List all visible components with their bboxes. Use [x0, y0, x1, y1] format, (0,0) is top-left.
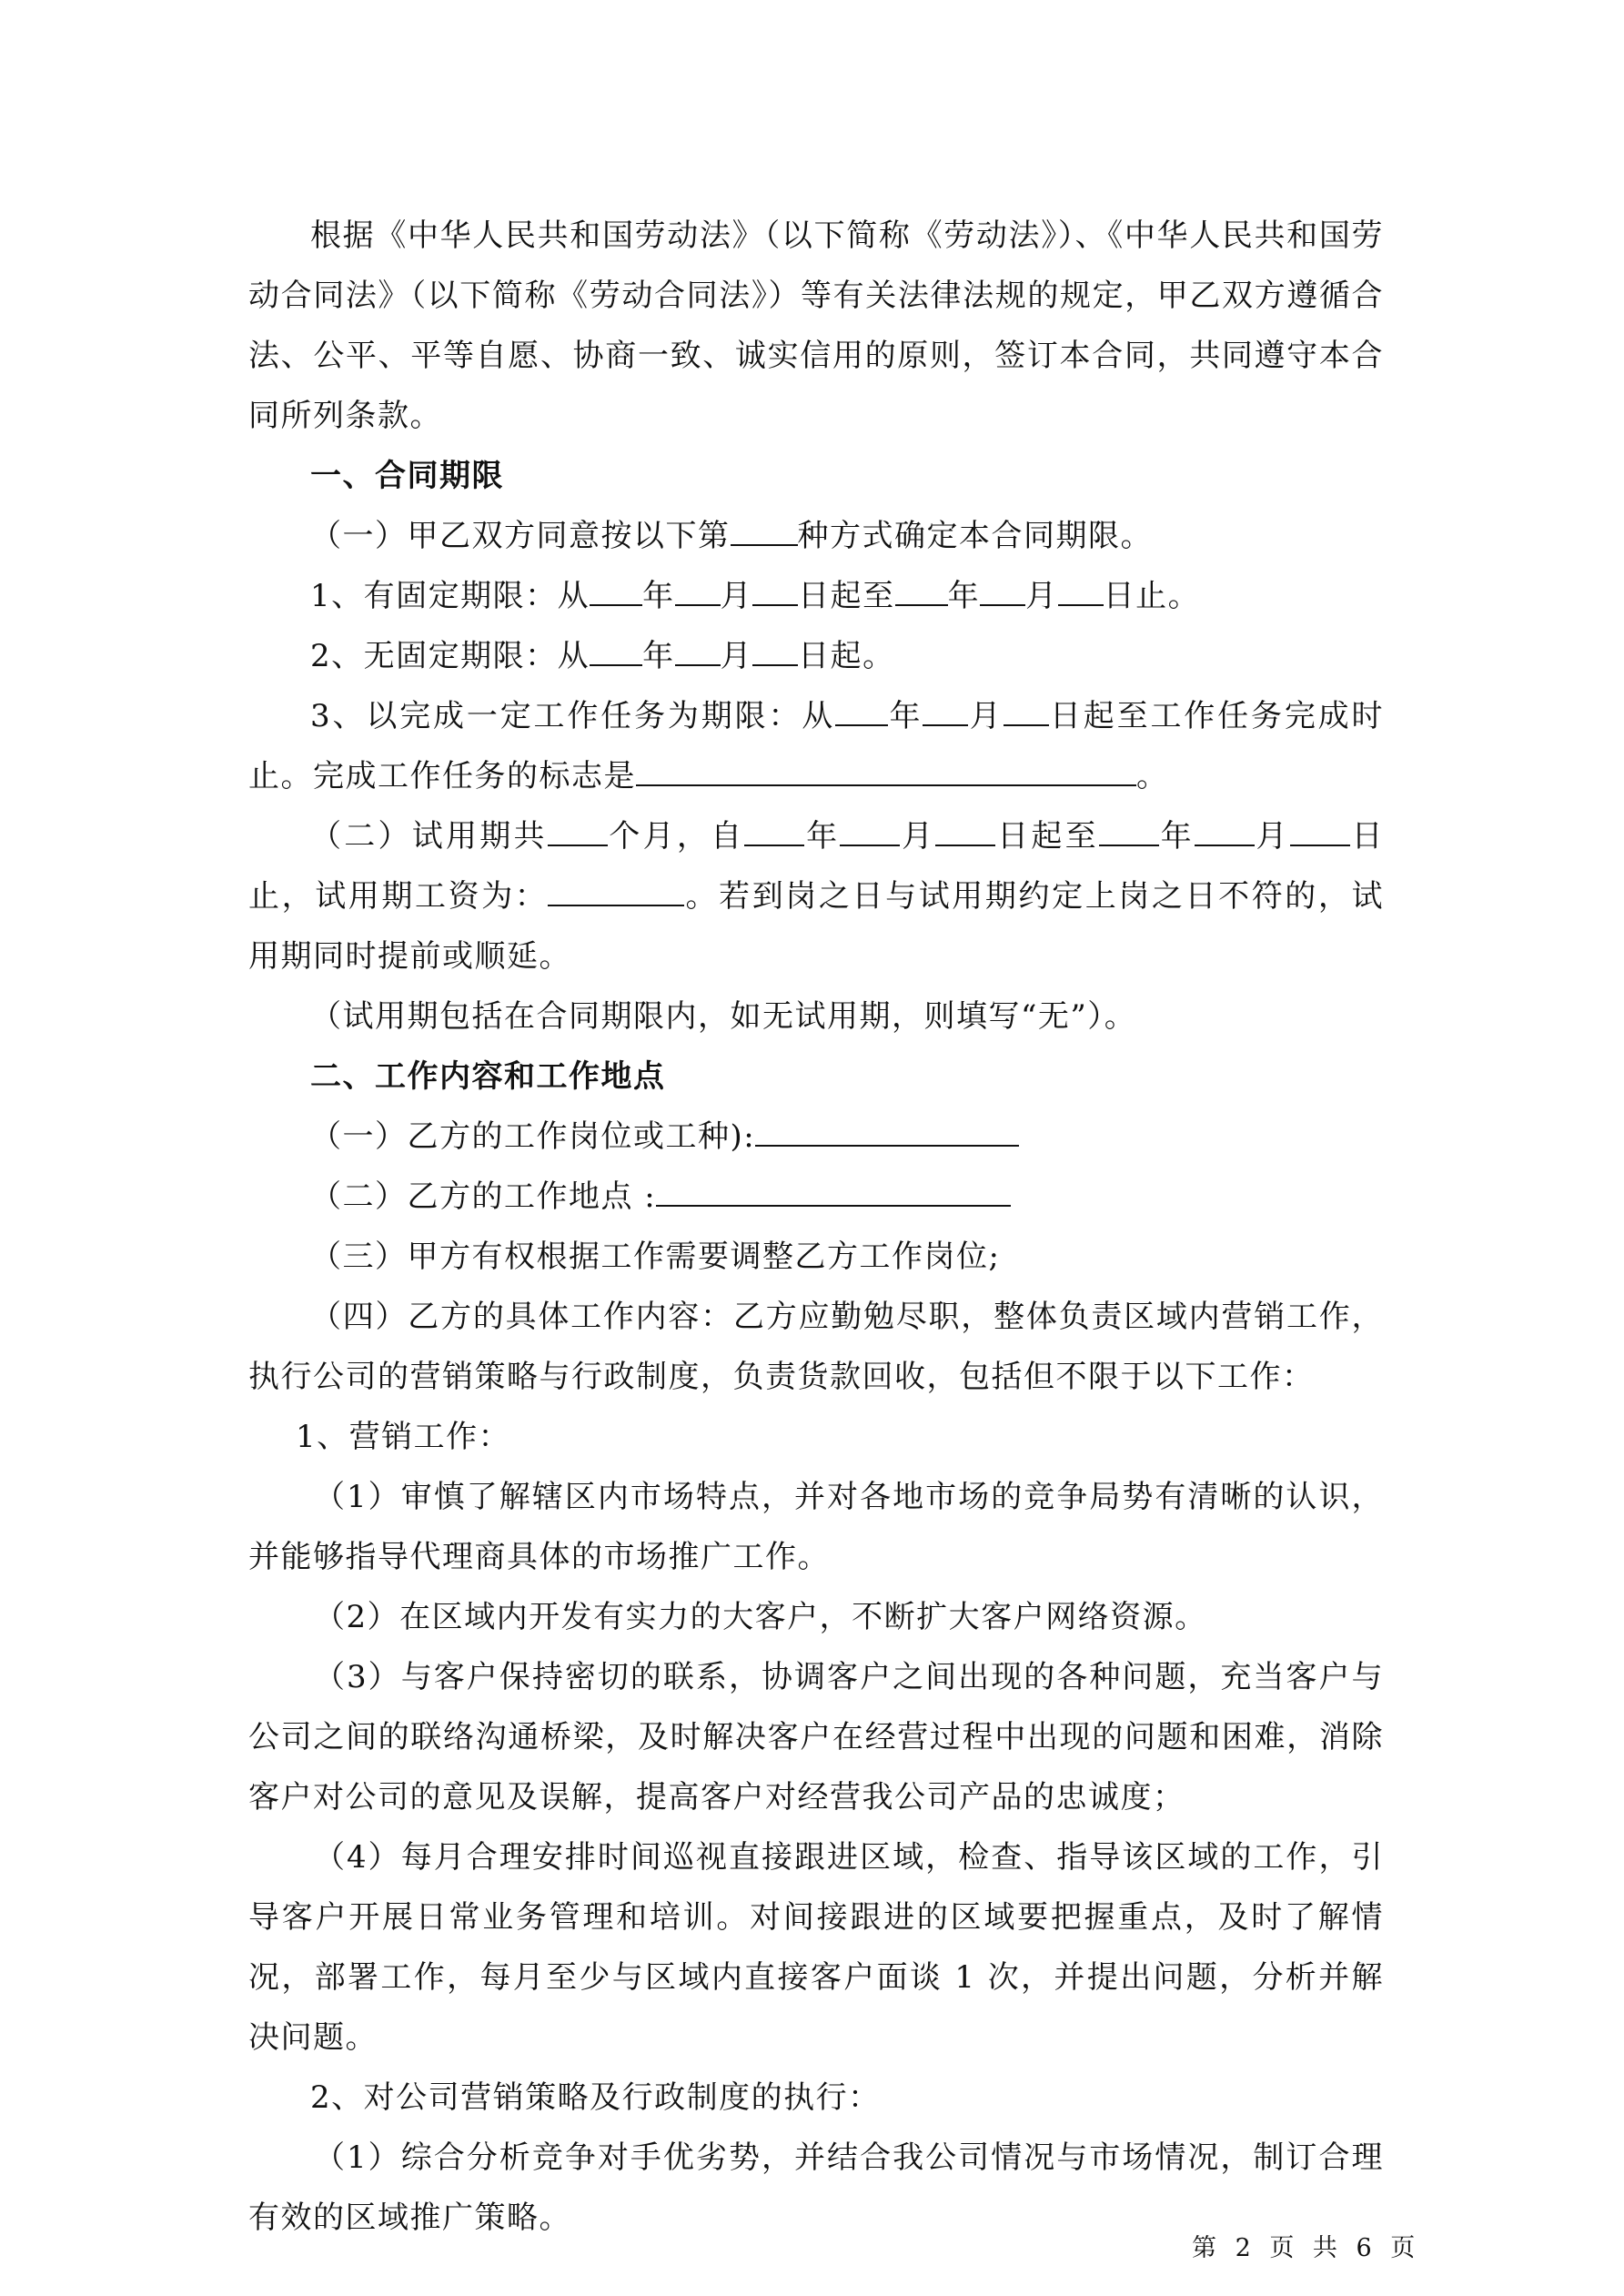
blank-field: [895, 577, 948, 606]
blank-field: [675, 577, 721, 606]
blank-field: [923, 697, 968, 726]
policy-item-1-paragraph: （1）综合分析竞争对手优劣势，并结合我公司情况与市场情况，制订合理有效的区域推广策略。: [248, 2139, 1384, 2236]
intro-paragraph: 根据《中华人民共和国劳动法》（以下简称《劳动法》）、《中华人民共和国劳动合同法》（以下简称《劳动合同法》）等有关法律法规的规定，甲乙双方遵循合法、公平、平等自愿、协商一致、诚实信用的原则，签订本合同，共同遵守本合同所列条款。: [248, 217, 1384, 434]
job-content-paragraph: （四）乙方的具体工作内容：乙方应勤勉尽职，整体负责区域内营销工作，执行公司的营销策略与行政制度，负责货款回收，包括但不限于以下工作：: [248, 1299, 1384, 1395]
marketing-work-heading: 1、营销工作：: [296, 1419, 511, 1455]
item-3-paragraph: （3）与客户保持密切的联系，协调客户之间出现的各种问题，充当客户与公司之间的联络沟通桥梁，及时解决客户在经营过程中出现的问题和困难，消除客户对公司的意见及误解，提高客户对经营我公司产品的忠诚度；: [248, 1659, 1384, 1816]
probation-paragraph: （二）试用期共 个月，自 年 月 日起至 年 月 日止，试用期工资为： 。若到岗之日与试用期约定上岗之日不符的，试用期同时提前或顺延。: [248, 818, 1385, 975]
item-4-paragraph: （4）每月合理安排时间巡视直接跟进区域，检查、指导该区域的工作，引导客户开展日常业务管理和培训。对间接跟进的区域要把握重点，及时了解情况，部署工作，每月至少与区域内直接客户面谈 1 次，并提出问题，分析并解决问题。: [248, 1839, 1384, 2056]
blank-field: [636, 757, 1136, 786]
work-location-paragraph: （二）乙方的工作地点 :: [248, 1167, 1384, 1227]
blank-field: [1290, 817, 1350, 846]
blank-field: [980, 577, 1025, 606]
term-method-paragraph: （一）甲乙双方同意按以下第 种方式确定本合同期限。: [310, 518, 1153, 554]
section-2-title: 二、工作内容和工作地点: [310, 1058, 666, 1095]
blank-field: [835, 697, 888, 726]
blank-field: [752, 577, 798, 606]
blank-field: [935, 817, 995, 846]
document-body: [248, 206, 1384, 2248]
blank-field: [1195, 817, 1255, 846]
item-2-paragraph: （2）在区域内开发有实力的大客户，不断扩大客户网络资源。: [314, 1599, 1207, 1635]
blank-field: [548, 877, 684, 906]
blank-field: [755, 1118, 1019, 1147]
blank-field: [1099, 817, 1159, 846]
probation-note: （试用期包括在合同期限内，如无试用期，则填写“无”）。: [310, 998, 1137, 1035]
job-position-paragraph: （一）乙方的工作岗位或工种):: [248, 1107, 1384, 1167]
task-term-paragraph: 3、以完成一定工作任务为期限：从 年 月 日起至工作任务完成时止。完成工作任务的标志是 。: [248, 698, 1385, 794]
open-term-paragraph: 2、无固定期限：从 年 月 日起。: [310, 638, 895, 674]
blank-field: [1058, 577, 1104, 606]
adjust-position-paragraph: （三）甲方有权根据工作需要调整乙方工作岗位;: [310, 1239, 1001, 1275]
section-1-title: 一、合同期限: [310, 458, 504, 494]
blank-field: [675, 637, 721, 666]
blank-field: [590, 637, 642, 666]
blank-field: [731, 517, 798, 546]
fixed-term-paragraph: 1、有固定期限：从 年 月 日起至 年 月 日止。: [310, 578, 1201, 614]
item-1-paragraph: （1）审慎了解辖区内市场特点，并对各地市场的竞争局势有清晰的认识，并能够指导代理商具体的市场推广工作。: [248, 1479, 1384, 1575]
blank-field: [752, 637, 798, 666]
policy-execution-heading: 2、对公司营销策略及行政制度的执行：: [310, 2079, 881, 2116]
blank-field: [744, 817, 804, 846]
blank-field: [590, 577, 642, 606]
blank-field: [840, 817, 900, 846]
blank-field: [548, 817, 608, 846]
blank-field: [656, 1178, 1011, 1207]
blank-field: [1004, 697, 1049, 726]
page-footer: 第 2 页 共 6 页: [1192, 2234, 1417, 2262]
